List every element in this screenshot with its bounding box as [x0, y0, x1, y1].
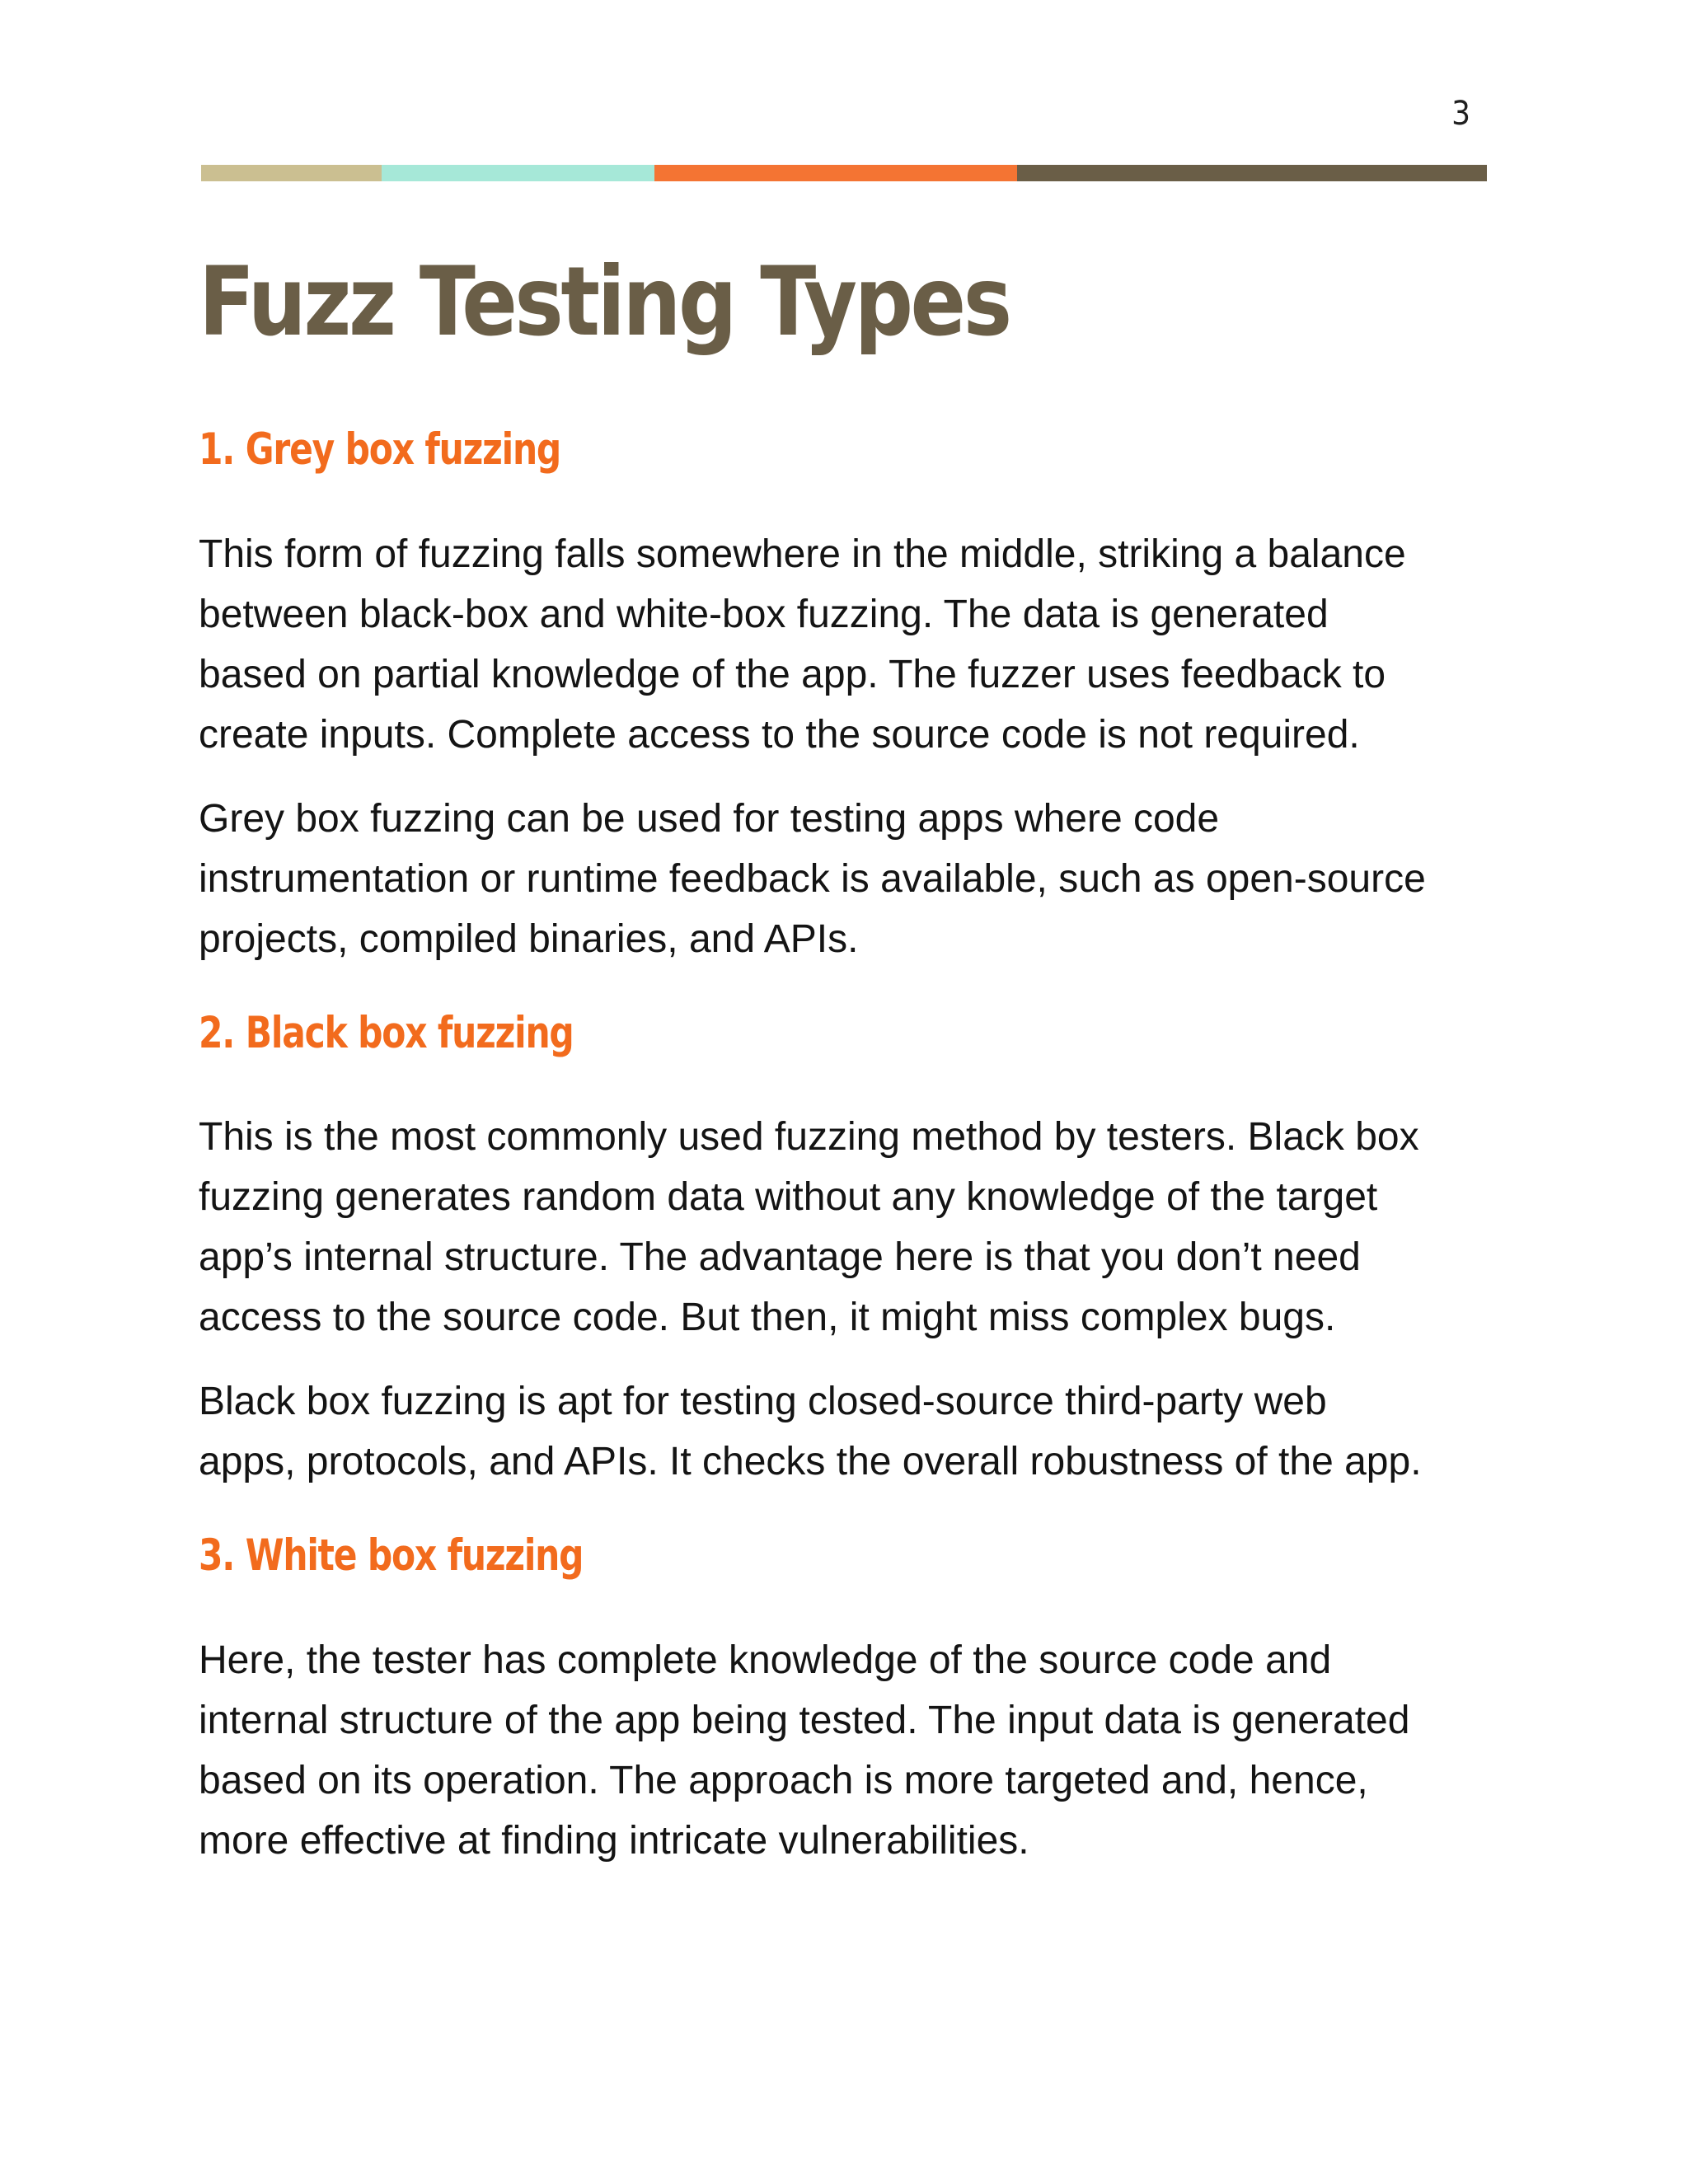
paragraph: This is the most commonly used fuzzing method by testers. Black box fuzzing generates random data without any knowledge of the target app’s internal structure. The advantage here is that you don’t need access to the source code. But then, it might miss complex bugs.: [199, 1115, 1419, 1340]
paragraph: Grey box fuzzing can be used for testing apps where code instrumentation or runtime feedback is available, such as open-source projects, compiled binaries, and APIs.: [199, 796, 1426, 961]
page-title: Fuzz Testing Types: [199, 246, 1010, 358]
page-number: 3: [1451, 95, 1470, 133]
color-bar-segment-brown: [1017, 165, 1487, 181]
section-heading: 3. White box fuzzing: [199, 1530, 584, 1582]
section-grey-box: [199, 424, 1493, 969]
paragraph: Black box fuzzing is apt for testing closed-source third-party web apps, protocols, and APIs. It checks the overall robustness of the app.: [199, 1380, 1422, 1484]
section-black-box: [199, 1007, 1493, 1493]
section-heading: 2. Black box fuzzing: [199, 1007, 574, 1058]
decorative-color-bar: [201, 165, 1487, 181]
color-bar-segment-orange: [654, 165, 1017, 181]
document-body: [199, 247, 1493, 1871]
section-heading: 1. Grey box fuzzing: [199, 424, 561, 475]
section-white-box: [199, 1530, 1493, 1871]
color-bar-segment-tan: [201, 165, 382, 181]
color-bar-segment-mint: [382, 165, 654, 181]
paragraph: Here, the tester has complete knowledge of the source code and internal structure of the app being tested. The input data is generated based on its operation. The approach is more targeted and, hence, more effective at finding intricate vulnerabilities.: [199, 1638, 1410, 1863]
paragraph: This form of fuzzing falls somewhere in the middle, striking a balance between black-box and white-box fuzzing. The data is generated based on partial knowledge of the app. The fuzzer uses feedback to create inputs. Complete access to the source code is not required.: [199, 532, 1406, 757]
